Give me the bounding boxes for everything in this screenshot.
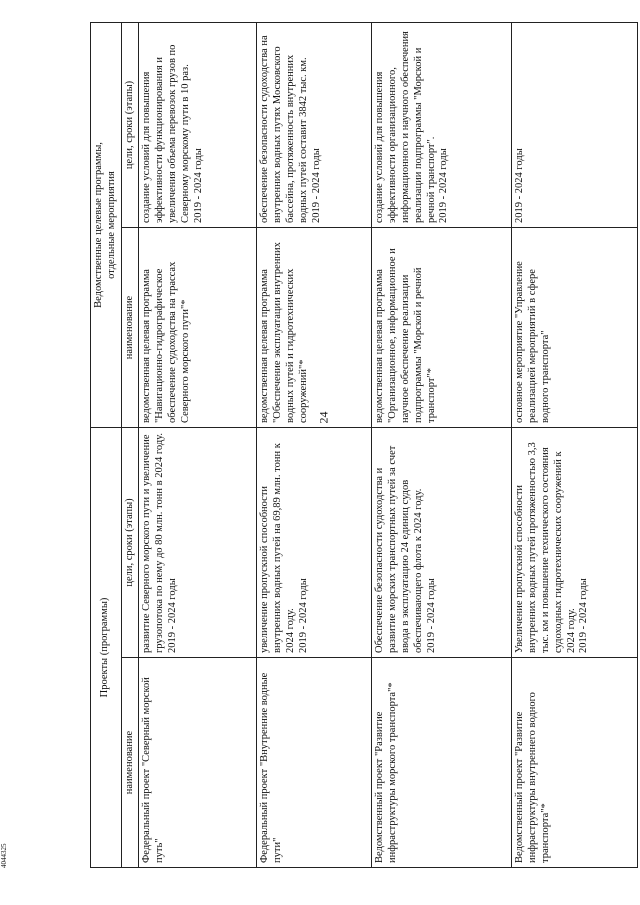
project-goals-cell: Увеличение пропускной способности внутренних водных путей протяженностью 3,3 тыс. км и повышение технического состояния судоходных гидротехнических сооружений к 2024 году. 2019 - 2024 годы (512, 428, 638, 658)
project-goals-cell: Обеспечение безопасности судоходства и развитие морских транспортных путей за счет ввода в эксплуатацию 24 единиц судов обеспечивающего флота к 2024 году. 2019 - 2024 годы (372, 428, 512, 658)
project-name-cell: Ведомственный проект "Развитие инфраструктуры внутреннего водного транспорта"* (512, 658, 638, 868)
program-name-cell: ведомственная целевая программа "Обеспечение эксплуатации внутренних водных путей и гидротехнических сооружений"* (257, 228, 372, 428)
table-row (512, 22, 638, 867)
table-row (257, 22, 372, 867)
col-header-goals2: цели, сроки (этапы) (121, 22, 139, 227)
col-header-goals: цели, сроки (этапы) (121, 428, 139, 658)
rotated-table-container (90, 23, 635, 868)
projects-group-header: Проекты (программы) (91, 428, 122, 868)
program-goals-cell: создание условий для повышения эффективности организационного, информационного и научного обеспечения реализации подпрограммы "Морской и речной транспорт". 2019 - 2024 годы (372, 22, 512, 227)
page-number: 24 (316, 411, 331, 424)
program-goals-cell: обеспечение безопасности судоходства на внутренних водных путях Московского бассейна, протяженность внутренних водных путей составит 3842 тыс. км. 2019 - 2024 годы (257, 22, 372, 227)
col-header-name: наименование (121, 658, 139, 868)
program-name-cell: ведомственная целевая программа "Организационное, информационное и научное обеспечение реализации подпрограммы "Морской и речной транспорт"* (372, 228, 512, 428)
project-goals-cell: развитие Северного морского пути и увеличение грузопотока по нему до 80 млн. тонн в 2024 году. 2019 - 2024 годы (139, 428, 257, 658)
project-name-cell: Ведомственный проект "Развитие инфраструктуры морского транспорта"* (372, 658, 512, 868)
programs-group-header: Ведомственные целевые программы, отдельные мероприятия (91, 22, 122, 427)
table-row (139, 22, 257, 867)
table-row (372, 22, 512, 867)
project-name-cell: Федеральный проект "Внутренние водные пути" (257, 658, 372, 868)
programs-table (90, 22, 638, 868)
project-goals-cell: увеличение пропускной способности внутренних водных путей на 69,89 млн. тонн к 2024 году. 2019 - 2024 годы (257, 428, 372, 658)
project-name-cell: Федеральный проект "Северный морской путь" (139, 658, 257, 868)
program-goals-cell: 2019 - 2024 годы (512, 22, 638, 227)
col-header-name2: наименование (121, 228, 139, 428)
program-goals-cell: создание условий для повышения эффективности функционирования и увеличения объема перевозок грузов по Северному морскому пути в 10 раз. 2019 - 2024 годы (139, 22, 257, 227)
program-name-cell: ведомственная целевая программа "Навигационно-гидрографическое обеспечение судоходства на трассах Северного морского пути"* (139, 228, 257, 428)
document-code: 4044325 (0, 843, 8, 868)
program-name-cell: основное мероприятие "Управление реализацией мероприятий в сфере водного транспорта" (512, 228, 638, 428)
